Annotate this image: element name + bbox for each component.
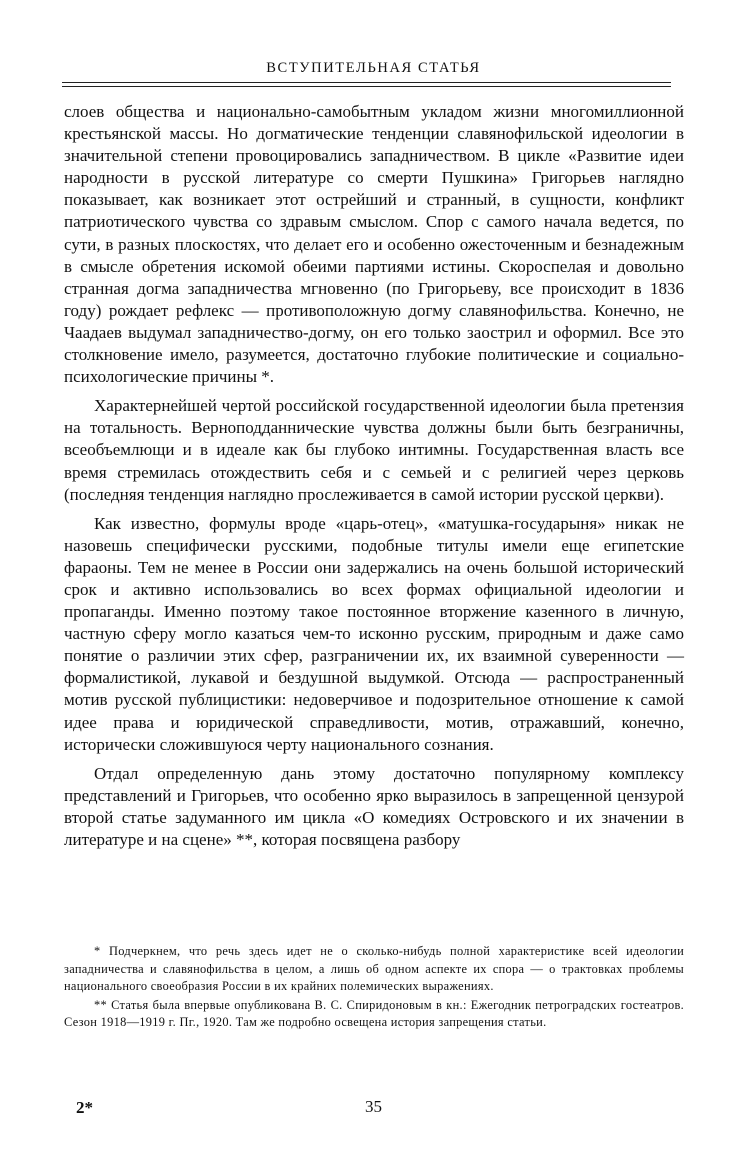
header-rule-top xyxy=(62,82,671,83)
paragraph-continued: слоев общества и национально-самобытным укладом жизни многомиллионной крестьянской массы. Но догматические тенденции славянофильской идеологии в значительной степени провоцировались западничеством. В цикле «Развитие идеи народности в русской литературе со смерти Пушкина» Григорьев наглядно показывает, как возникает этот острейший и странный, в сущности, конфликт патриотического чувства со здравым смыслом. Спор с самого начала ведется, по сути, в разных плоскостях, что делает его и особенно ожесточенным и безнадежным в смысле обретения искомой обеими партиями истины. Скороспелая и довольно странная догма западничества мгновенно (по Григорьеву, все происходит в 1836 году) рождает рефлекс — противоположную догму славянофильства. Конечно, не Чаадаев выдумал западничество-догму, он его только заострил и оформил. Все это столкновение имело, разумеется, достаточно глубокие политические и социально-психологические причины *. xyxy=(64,102,684,387)
footnotes xyxy=(64,943,684,1033)
main-text xyxy=(64,101,684,858)
paragraph: Характернейшей чертой российской государственной идеологии была претензия на тотальность. Верноподданнические чувства должны были быть безграничны, всеобъемлющи и в идеале как бы глубоко интимны. Государственная власть все время стремилась отождествить себя и с семьей и с религией через церковь (последняя тенденция наглядно прослеживается в самой истории русской церкви). xyxy=(64,396,684,504)
footnote-1: * Подчеркнем, что речь здесь идет не о сколько-нибудь полной характеристике всей идеологии западничества и славянофильства в целом, а лишь об одном аспекте их спора — о трактовках проблемы национального своеобразия России в их крайних полемических выражениях. xyxy=(64,944,684,994)
running-header: ВСТУПИТЕЛЬНАЯ СТАТЬЯ xyxy=(266,60,481,76)
paragraph: Как известно, формулы вроде «царь-отец», «матушка-государыня» никак не назовешь специфически русскими, подобные титулы имели еще египетские фараоны. Тем не менее в России они задержались на очень большой исторический срок и активно использовались во всех формах официальной идеологии и пропаганды. Именно поэтому такое постоянное вторжение казенного в личную, частную сферу могло казаться чем-то исконно русским, природным и даже само понятие о различии этих сфер, разграничении их, их взаимной суверенности — формалистикой, лукавой и бездушной выдумкой. Отсюда — распространенный мотив русской публицистики: недоверчивое и подозрительное отношение к самой идее права и юридической справедливости, мотив, отражавший, конечно, исторически сложившуюся черту национального сознания. xyxy=(64,513,684,754)
header-rule-bottom xyxy=(62,86,671,87)
signature-mark: 2* xyxy=(76,1098,93,1117)
footnote-2: ** Статья была впервые опубликована В. С. Спиридоновым в кн.: Ежегодник петроградских гостеатров. Сезон 1918—1919 г. Пг., 1920. Там же подробно освещена история запрещения статьи. xyxy=(64,997,684,1030)
page-number: 35 xyxy=(365,1097,382,1116)
paragraph: Отдал определенную дань этому достаточно популярному комплексу представлений и Григорьев, что особенно ярко выразилось в запрещенной цензурой второй статье задуманного им цикла «О комедиях Островского и их значении в литературе и на сцене» **, которая посвящена разбору xyxy=(64,763,684,849)
